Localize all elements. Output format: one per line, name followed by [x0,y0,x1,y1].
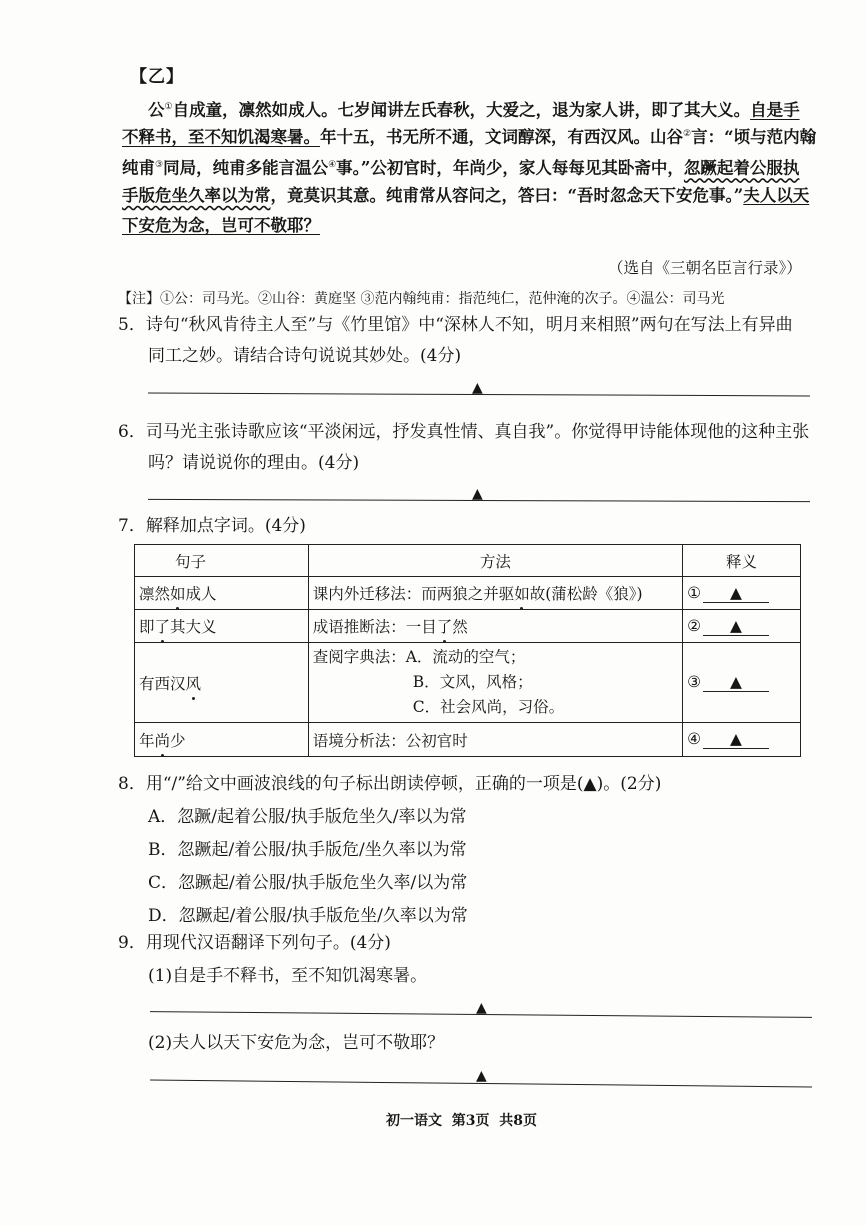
passage-line-4: 手版危坐久率以为常，竟莫识其意。纯甫常从容问之，答曰：“吾时忽念天下安危事。”夫人以天 [122,186,810,205]
question-9-sentence-2: (2)夫人以天下安危为念，岂可不敬耶？ [148,1033,445,1053]
question-8-title: 8．用“/”给文中画波浪线的句子标出朗读停顿，正确的一项是(▲)。(2分) [118,774,662,794]
answer-cell-2[interactable]: ② ▲ [683,610,801,643]
question-8-option-c[interactable]: C．忽蹶起/着公服/执手版危坐久率/以为常 [148,873,468,893]
question-6-line-1: 6．司马光主张诗歌应该“平淡闲远，抒发真性情、真自我”。你觉得甲诗能体现他的这种主张 [118,422,810,442]
question-9-title: 9．用现代汉语翻译下列句子。(4分) [118,933,391,953]
question-8-option-a[interactable]: A．忽蹶/起着公服/执手版危坐久/率以为常 [148,807,467,827]
answer-cell-1[interactable]: ① ▲ [683,577,801,610]
question-5-line-1: 5．诗句“秋风肯待主人至”与《竹里馆》中“深林人不知，明月来相照”两句在写法上有异曲 [118,315,793,335]
question-7-table [134,544,801,757]
passage-line-5: 下安危为念，岂可不敬耶？ [122,216,320,235]
answer-mark-q9-2: ▲ [476,1068,487,1084]
annotation-note: 【注】①公：司马光。②山谷：黄庭坚 ③范内翰纯甫：指范纯仁，范仲淹的次子。④温公：司马光 [118,291,725,307]
question-8-option-b[interactable]: B．忽蹶起/着公服/执手版危/坐久率以为常 [148,840,467,860]
table-row [135,723,801,757]
answer-mark-q9-1: ▲ [476,1000,487,1016]
table-cell-sentence: 凛然如成人 [135,577,309,610]
passage-line-1: 公①自成童，凛然如成人。七岁闻讲左氏春秋，大爱之，退为家人讲，即了其大义。自是手 [148,100,800,120]
section-label: 【乙】 [130,67,184,87]
question-8-option-d[interactable]: D．忽蹶起/着公服/执手版危坐/久率以为常 [148,906,468,926]
table-header-sentence: 句子 [135,545,309,577]
table-cell-sentence: 即了其大义 [135,610,309,643]
table-cell-method: 成语推断法：一目了然 [308,610,682,643]
answer-mark-q6: ▲ [472,486,483,502]
question-7-title: 7．解释加点字词。(4分) [118,516,306,536]
passage-source: （选自《三朝名臣言行录》） [608,259,802,277]
answer-mark-q5: ▲ [472,380,483,396]
table-cell-method: 查阅字典法：A．流动的空气； B．文风，风格； C．社会风尚，习俗。 [308,643,682,723]
answer-cell-3[interactable]: ③ ▲ [683,643,801,723]
question-9-sentence-1: (1)自是手不释书，至不知饥渴寒暑。 [148,966,428,986]
table-row [135,643,801,723]
table-header-method: 方法 [308,545,682,577]
page-footer: 初一语文 第3页 共8页 [386,1113,537,1129]
table-cell-method: 语境分析法：公初官时 [308,723,682,757]
passage-line-2: 不释书，至不知饥渴寒暑。年十五，书无所不通，文词醇深，有西汉风。山谷②言：“顷与范内翰 [122,127,817,147]
question-6-line-2: 吗？请说说你的理由。(4分) [148,453,360,473]
answer-cell-4[interactable]: ④ ▲ [683,723,801,757]
table-header-meaning: 释义 [683,545,801,577]
table-row [135,577,801,610]
table-cell-method: 课内外迁移法：而两狼之并驱如故(蒲松龄《狼》) [308,577,682,610]
question-5-line-2: 同工之妙。请结合诗句说说其妙处。(4分) [148,346,462,366]
table-cell-sentence: 有西汉风 [135,643,309,723]
passage-line-3: 纯甫③同局，纯甫多能言温公④事。”公初官时，年尚少，家人每每见其卧斋中，忽蹶起着公服执 [122,158,800,178]
table-cell-sentence: 年尚少 [135,723,309,757]
table-row [135,610,801,643]
